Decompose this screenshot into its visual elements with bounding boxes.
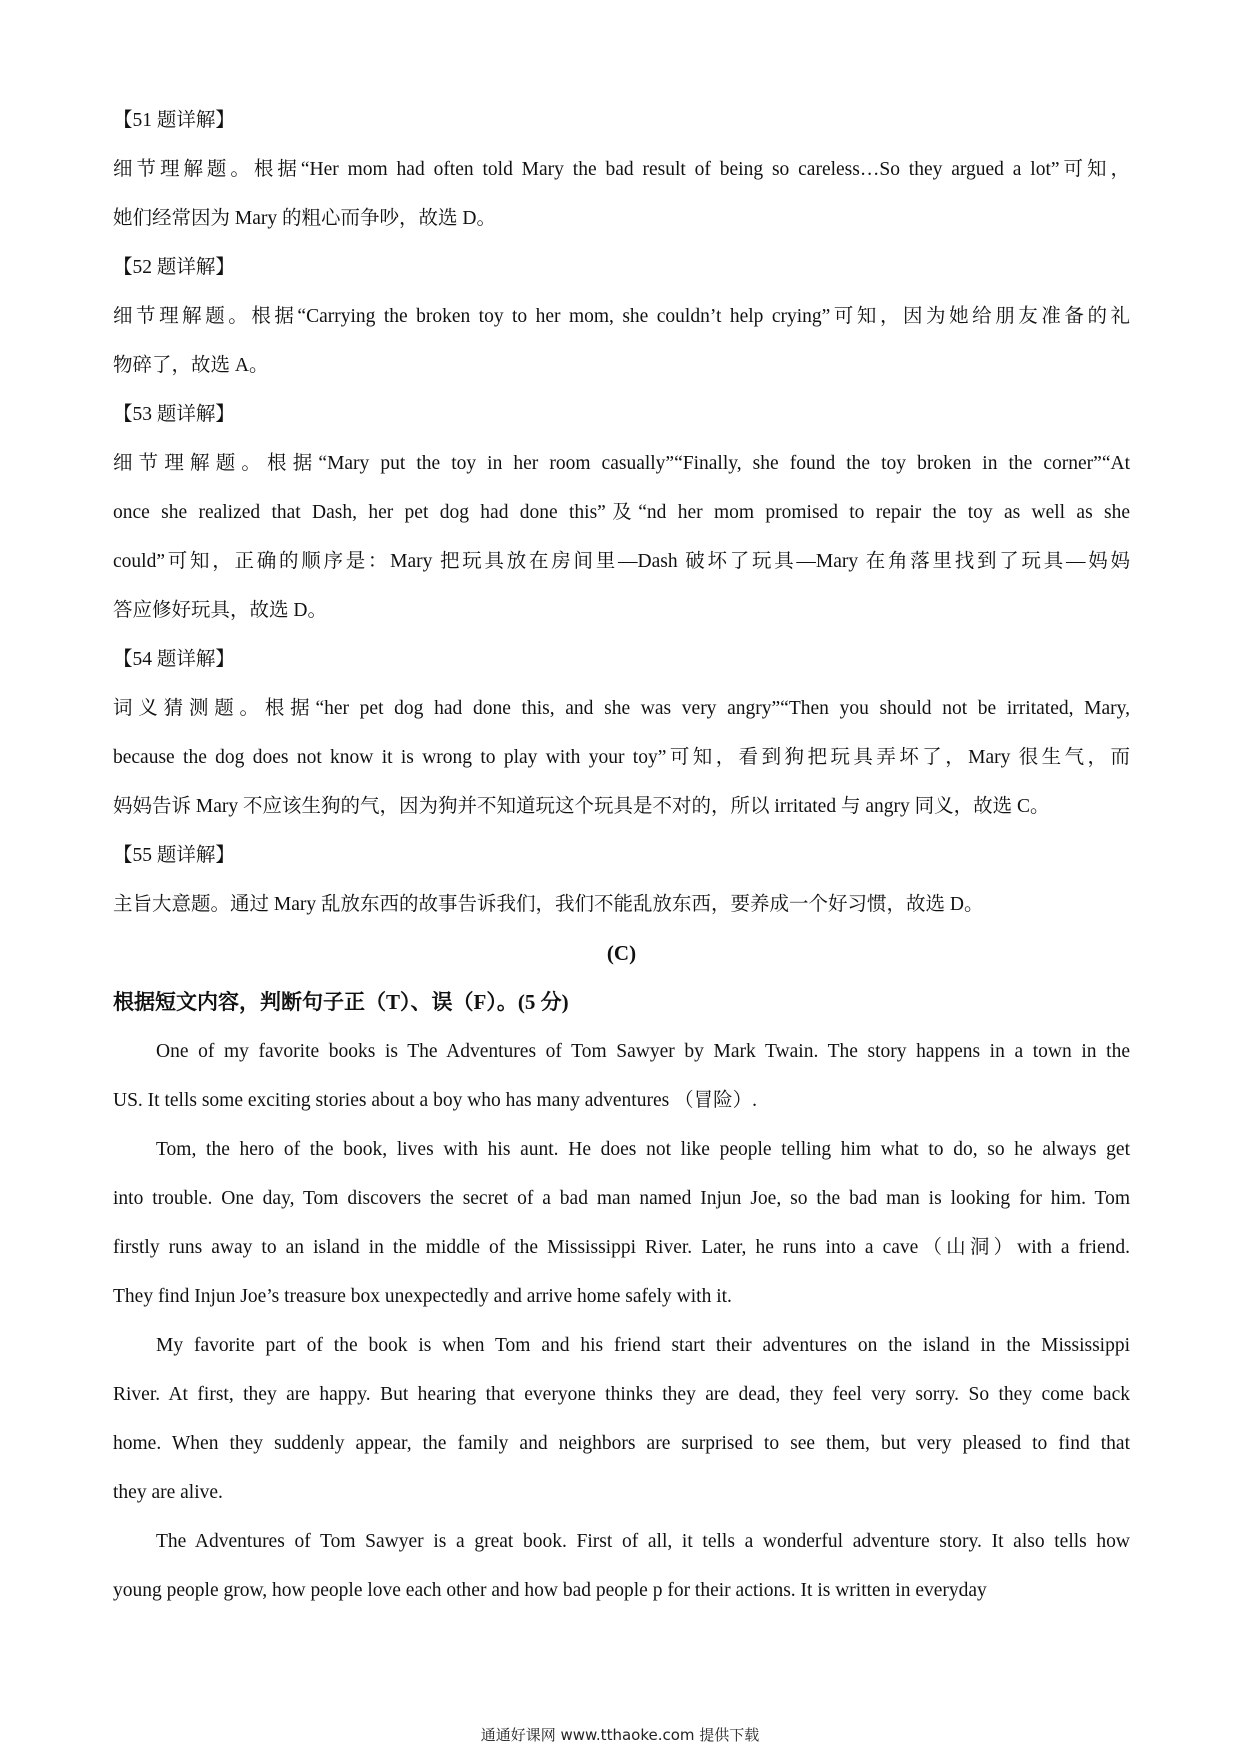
passage-line: The Adventures of Tom Sawyer is a great book. First of all, it tells a wonderful adventure story. It also tells how (156, 1531, 1130, 1552)
answer-heading: 【52 题详解】 (113, 257, 235, 278)
answer-line: 主旨大意题。通过 Mary 乱放东西的故事告诉我们，我们不能乱放东西，要养成一个好习惯，故选 D。 (113, 894, 984, 915)
answer-line: 物碎了，故选 A。 (113, 355, 269, 376)
answer-line: 细节理解题。根据“Carrying the broken toy to her mom, she couldn’t help crying”可知，因为她给朋友准备的礼 (113, 306, 1130, 327)
passage-line: US. It tells some exciting stories about a boy who has many adventures （冒险）. (113, 1090, 757, 1111)
passage-line: they are alive. (113, 1482, 223, 1503)
answer-line: because the dog does not know it is wrong to play with your toy”可知，看到狗把玩具弄坏了，Mary 很生气，而 (113, 747, 1130, 768)
answer-block (113, 390, 1130, 635)
passage-line: young people grow, how people love each other and how bad people p for their actions. It is written in everyday (113, 1580, 987, 1601)
answer-heading: 【53 题详解】 (113, 404, 235, 425)
answer-block (113, 243, 1130, 390)
passage-line: firstly runs away to an island in the middle of the Mississippi River. Later, he runs into a cave（山洞）with a friend. (113, 1237, 1130, 1258)
passage-paragraph (113, 1125, 1130, 1321)
answer-heading: 【54 题详解】 (113, 649, 235, 670)
answer-block (113, 831, 1130, 929)
passage-line: home. When they suddenly appear, the family and neighbors are surprised to see them, but very pleased to find that (113, 1433, 1130, 1454)
answer-line: 词义猜测题。根据“her pet dog had done this, and she was very angry”“Then you should not be irritated, Mary, (113, 698, 1130, 719)
answer-line: 妈妈告诉 Mary 不应该生狗的气，因为狗并不知道玩这个玩具是不对的，所以 irritated 与 angry 同义，故选 C。 (113, 796, 1050, 817)
passage-line: Tom, the hero of the book, lives with his aunt. He does not like people telling him what to do, so he always get (156, 1139, 1130, 1160)
passage-line: One of my favorite books is The Adventures of Tom Sawyer by Mark Twain. The story happens in a town in the (156, 1041, 1130, 1062)
answer-line: 细节理解题。根据“Mary put the toy in her room casually”“Finally, she found the toy broken in the corner”“At (113, 453, 1130, 474)
passage-line: They find Injun Joe’s treasure box unexpectedly and arrive home safely with it. (113, 1286, 732, 1307)
answer-block (113, 635, 1130, 831)
passage-line: into trouble. One day, Tom discovers the secret of a bad man named Injun Joe, so the bad man is looking for him. Tom (113, 1188, 1130, 1209)
answer-heading: 【51 题详解】 (113, 110, 235, 131)
passage-paragraph (113, 1027, 1130, 1125)
section-mark: (C) (606, 941, 637, 965)
answer-block (113, 96, 1130, 243)
answer-heading: 【55 题详解】 (113, 845, 235, 866)
answer-line: 她们经常因为 Mary 的粗心而争吵，故选 D。 (113, 208, 496, 229)
section-instruction: 根据短文内容，判断句子正（T）、误（F）。(5 分) (113, 990, 569, 1014)
document-content (113, 96, 1130, 1615)
passage-line: My favorite part of the book is when Tom and his friend start their adventures on the island in the Mississippi (156, 1335, 1130, 1356)
answer-line: could”可知，正确的顺序是：Mary 把玩具放在房间里—Dash 破坏了玩具—Mary 在角落里找到了玩具—妈妈 (113, 551, 1130, 572)
answer-line: 细节理解题。根据“Her mom had often told Mary the bad result of being so careless…So they argued a lot”可知， (113, 159, 1130, 180)
passage-paragraph (113, 1321, 1130, 1517)
passage-line: River. At first, they are happy. But hearing that everyone thinks they are dead, they feel very sorry. So they come back (113, 1384, 1130, 1405)
page-footer: 通通好课网 www.tthaoke.com 提供下载 (480, 1726, 760, 1744)
answer-line: 答应修好玩具，故选 D。 (113, 600, 327, 621)
answer-line: once she realized that Dash, her pet dog had done this”及“nd her mom promised to repair the toy as well as she (113, 502, 1130, 523)
passage-paragraph (113, 1517, 1130, 1615)
